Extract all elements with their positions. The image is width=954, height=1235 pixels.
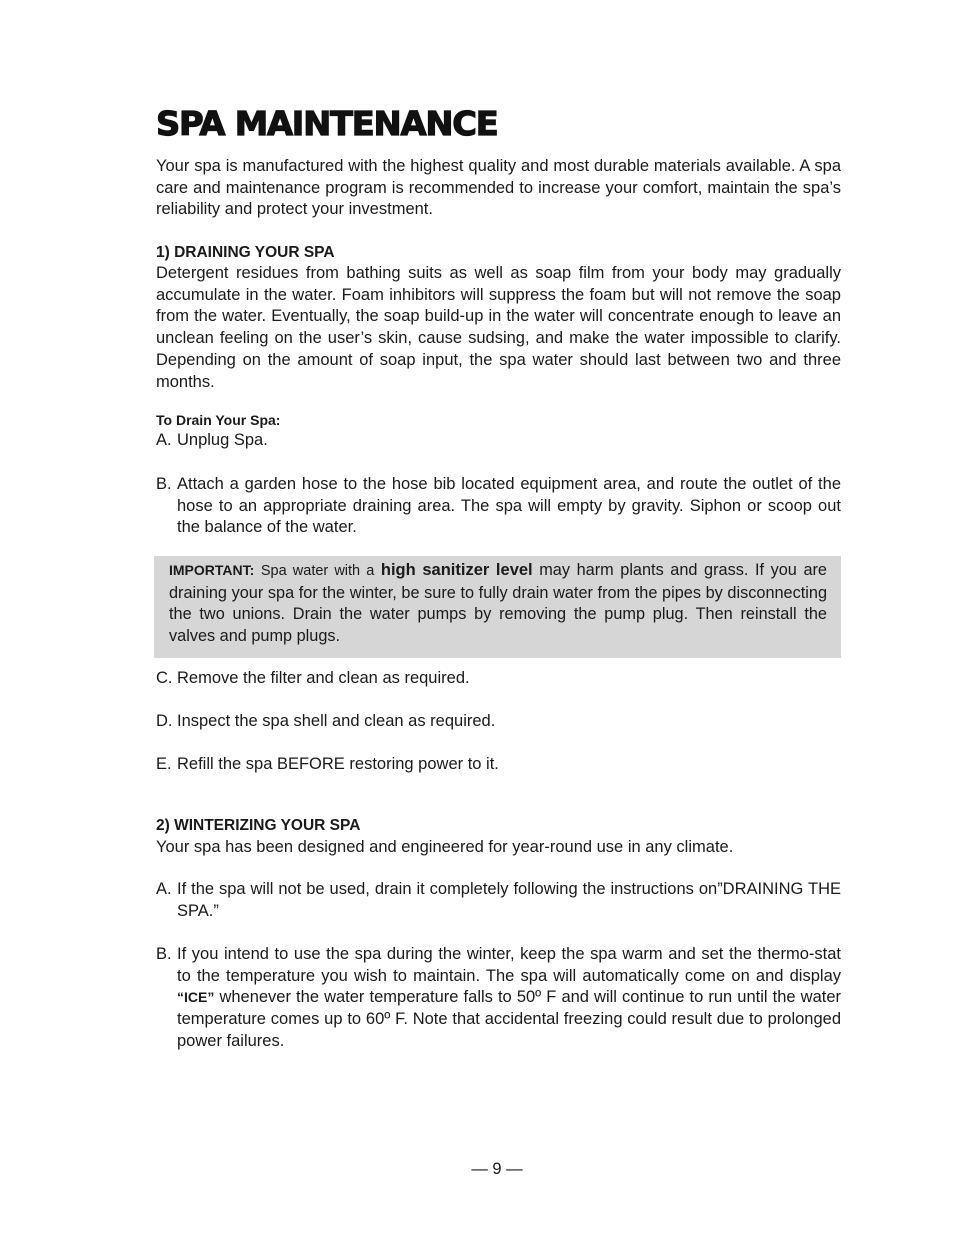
section-heading-winterizing: 2) WINTERIZING YOUR SPA [156,817,361,834]
page-title: SPA MAINTENANCE [156,104,498,143]
step-letter: B. [156,945,172,963]
winter-step-a [156,879,841,922]
draining-paragraph: Detergent residues from bathing suits as well as soap film from your body may gradually accumulate in the water. Foam inhibitors will suppress the foam but will not remove the soap from the water. Eventually, the soap build-up in the water will concentrate enough to leave an unclean feeling on the user’s skin, cause sudsing, and make the water impossible to clarify. Depending on the amount of soap input, the spa water should last between two and three months. [156,264,841,391]
step-text: If the spa will not be used, drain it completely following the instructions on”DRAINING THE SPA.” [177,880,841,920]
important-notice-box [154,556,841,658]
winterizing-paragraph: Your spa has been designed and engineered for year-round use in any climate. [156,838,734,856]
important-label: IMPORTANT: [169,562,255,578]
important-lead: Spa water with a [260,563,375,579]
step-text: Refill the spa BEFORE restoring power to it. [177,755,499,773]
step-text: Remove the filter and clean as required. [177,669,470,687]
intro-paragraph: Your spa is manufactured with the highest quality and most durable materials available. A spa care and maintenance program is recommended to increase your comfort, maintain the spa’s reliability and protect your investment. [156,157,841,219]
drain-step-d [156,711,841,733]
winter-step-b [156,944,841,1053]
drain-step-c [156,668,841,690]
important-emphasis: high sanitizer level [380,561,533,579]
step-letter: A. [156,431,172,449]
step-letter: D. [156,712,173,730]
step-letter: E. [156,755,172,773]
section-heading-draining: 1) DRAINING YOUR SPA [156,244,335,261]
step-letter: B. [156,475,172,493]
important-notice-text [169,560,827,648]
drain-steps-subheading: To Drain Your Spa: [156,412,281,428]
step-text: Unplug Spa. [177,431,268,449]
step-text [177,944,841,1053]
drain-step-b [156,474,841,539]
step-letter: A. [156,880,172,898]
important-rest: may harm plants and grass. If you are draining your spa for the winter, be sure to fully drain water from the pipes by disconnecting the two unions. Drain the water pumps by removing the pump plug. Then reinstall the valves and pump plugs. [169,561,827,646]
step-text: Attach a garden hose to the hose bib located equipment area, and route the outlet of the hose to an appropriate draining area. The spa will empty by gravity. Siphon or scoop out the balance of the water. [177,475,841,537]
step-text-after: whenever the water temperature falls to 50º F and will continue to run until the water temperature comes up to 60º F. Note that accidental freezing could result due to prolonged power failures. [177,988,841,1050]
ice-display-label: “ICE” [177,989,215,1006]
step-letter: C. [156,669,173,687]
step-text: Inspect the spa shell and clean as required. [177,712,496,730]
page-footer [0,1160,954,1179]
page-number: — 9 — [471,1160,523,1178]
drain-step-e [156,754,841,776]
drain-step-a [156,430,841,452]
step-text-before: If you intend to use the spa during the winter, keep the spa warm and set the thermo-stat to the temperature you wish to maintain. The spa will automatically come on and display [177,945,841,985]
